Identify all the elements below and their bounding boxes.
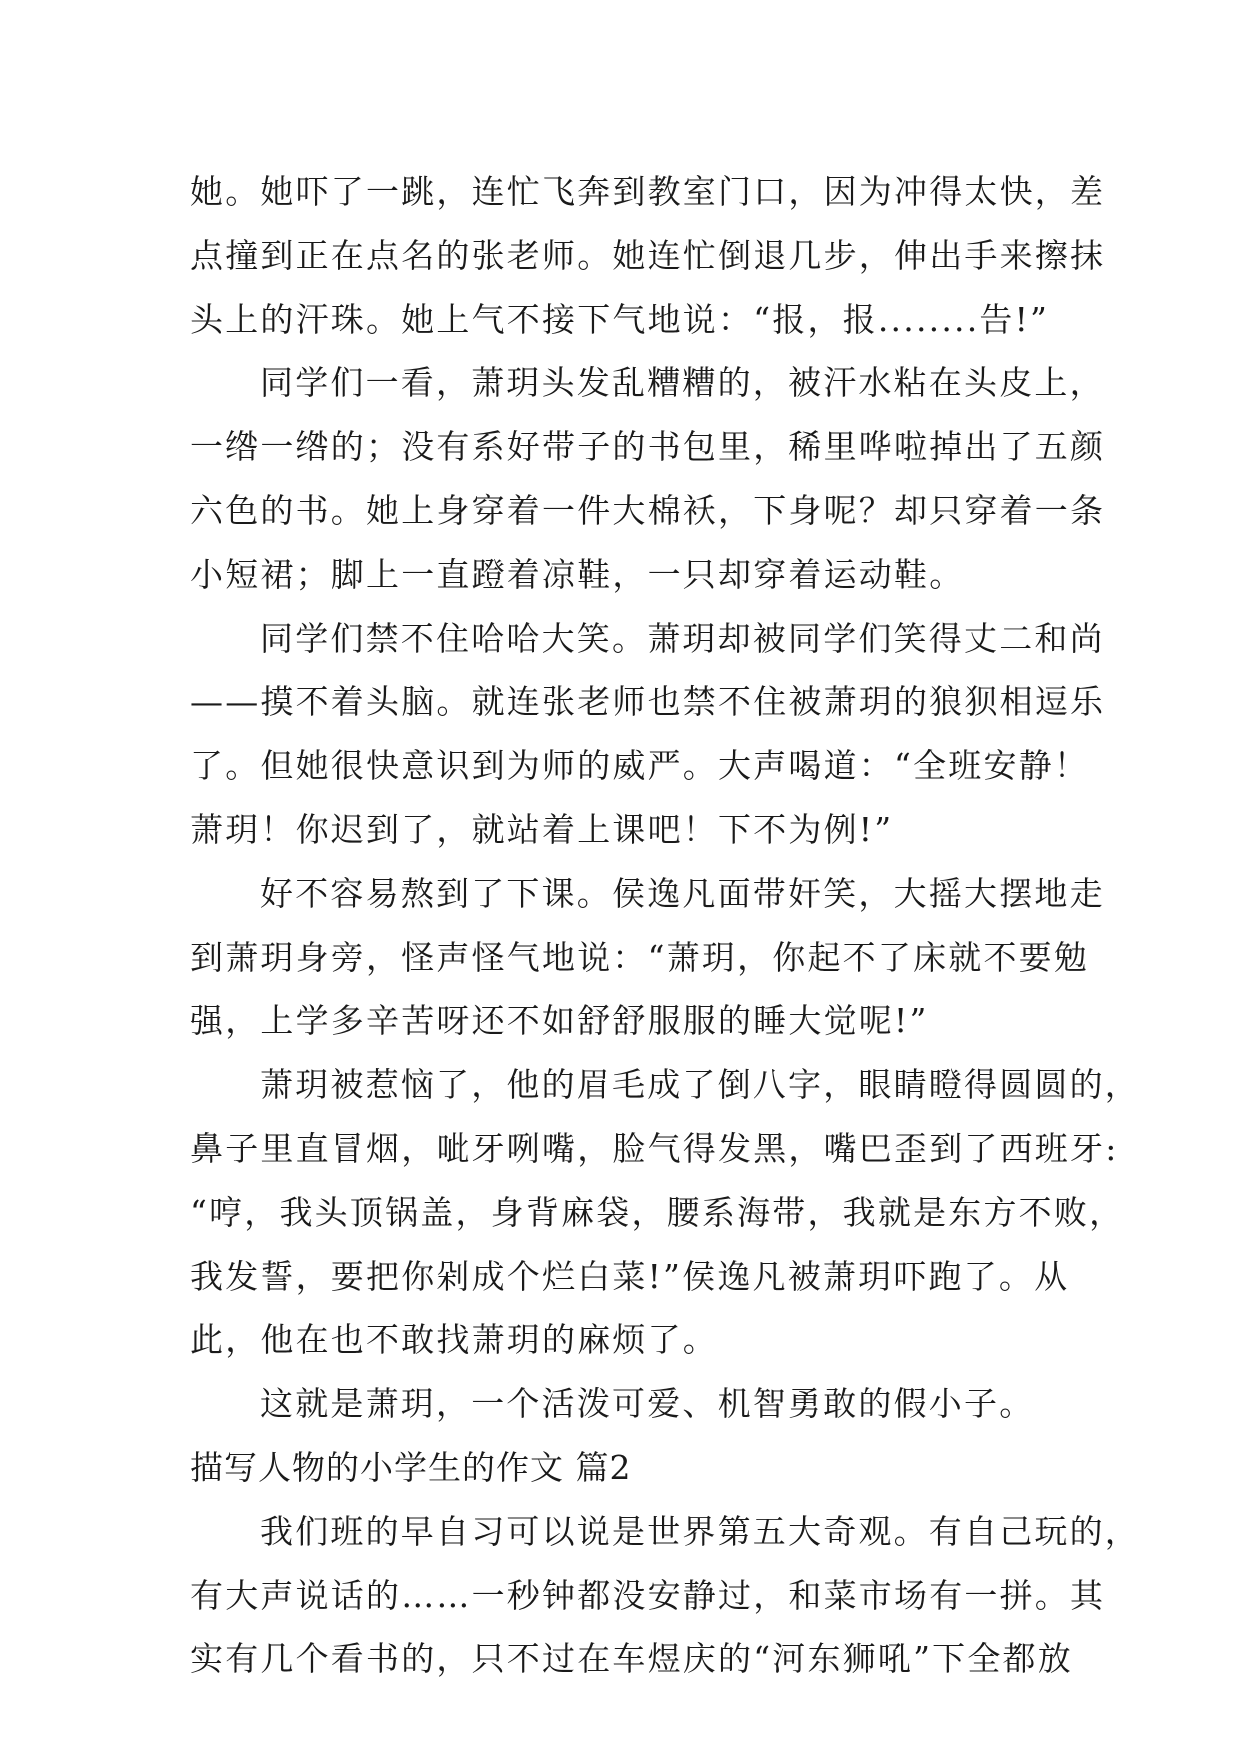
- text-line: 到萧玥身旁，怪声怪气地说：“萧玥，你起不了床就不要勉: [190, 937, 1090, 977]
- document-page: [190, 160, 1140, 1691]
- text-line: 六色的书。她上身穿着一件大棉袄，下身呢？却只穿着一条: [190, 490, 1106, 530]
- section-heading: 描写人物的小学生的作文 篇2: [190, 1447, 632, 1487]
- text-line: 我发誓，要把你剁成个烂白菜!”侯逸凡被萧玥吓跑了。从: [190, 1256, 1070, 1296]
- paragraph-start-line: 同学们一看，萧玥头发乱糟糟的，被汗水粘在头皮上，: [260, 363, 1105, 403]
- text-line: 小短裙；脚上一直蹬着凉鞋，一只却穿着运动鞋。: [190, 554, 965, 594]
- text-line: 有大声说话的……一秒钟都没安静过，和菜市场有一拼。其: [190, 1575, 1106, 1615]
- paragraph-start-line: 好不容易熬到了下课。侯逸凡面带奸笑，大摇大摆地走: [260, 873, 1105, 913]
- paragraph-start-line: 同学们禁不住哈哈大笑。萧玥却被同学们笑得丈二和尚: [260, 618, 1105, 658]
- paragraph-start-line: 萧玥被惹恼了，他的眉毛成了倒八字，眼睛瞪得圆圆的，: [260, 1065, 1140, 1105]
- text-line: 实有几个看书的，只不过在车煜庆的“河东狮吼”下全都放: [190, 1639, 1073, 1679]
- text-line: ——摸不着头脑。就连张老师也禁不住被萧玥的狼狈相逗乐: [190, 682, 1106, 722]
- text-line: 了。但她很快意识到为师的威严。大声喝道：“全班安静！: [190, 746, 1090, 786]
- text-line: 头上的汗珠。她上气不接下气地说：“报，报........告!”: [190, 299, 1050, 339]
- paragraph-start-line: 我们班的早自习可以说是世界第五大奇观。有自己玩的，: [260, 1511, 1140, 1551]
- text-line: 一绺一绺的；没有系好带子的书包里，稀里哗啦掉出了五颜: [190, 427, 1106, 467]
- text-line: 萧玥！你迟到了，就站着上课吧！下不为例!”: [190, 809, 894, 849]
- text-line: “哼，我头顶锅盖，身背麻袋，腰系海带，我就是东方不败，: [190, 1192, 1125, 1232]
- text-line: 此，他在也不敢找萧玥的麻烦了。: [190, 1320, 718, 1360]
- text-line: 她。她吓了一跳，连忙飞奔到教室门口，因为冲得太快，差: [190, 172, 1106, 211]
- text-line: 点撞到正在点名的张老师。她连忙倒退几步，伸出手来擦抹: [190, 235, 1106, 275]
- text-line: 强，上学多辛苦呀还不如舒舒服服的睡大觉呢!”: [190, 1001, 929, 1041]
- text-line: 鼻子里直冒烟，呲牙咧嘴，脸气得发黑，嘴巴歪到了西班牙:: [190, 1128, 1119, 1168]
- paragraph-start-line: 这就是萧玥，一个活泼可爱、机智勇敢的假小子。: [260, 1384, 1035, 1424]
